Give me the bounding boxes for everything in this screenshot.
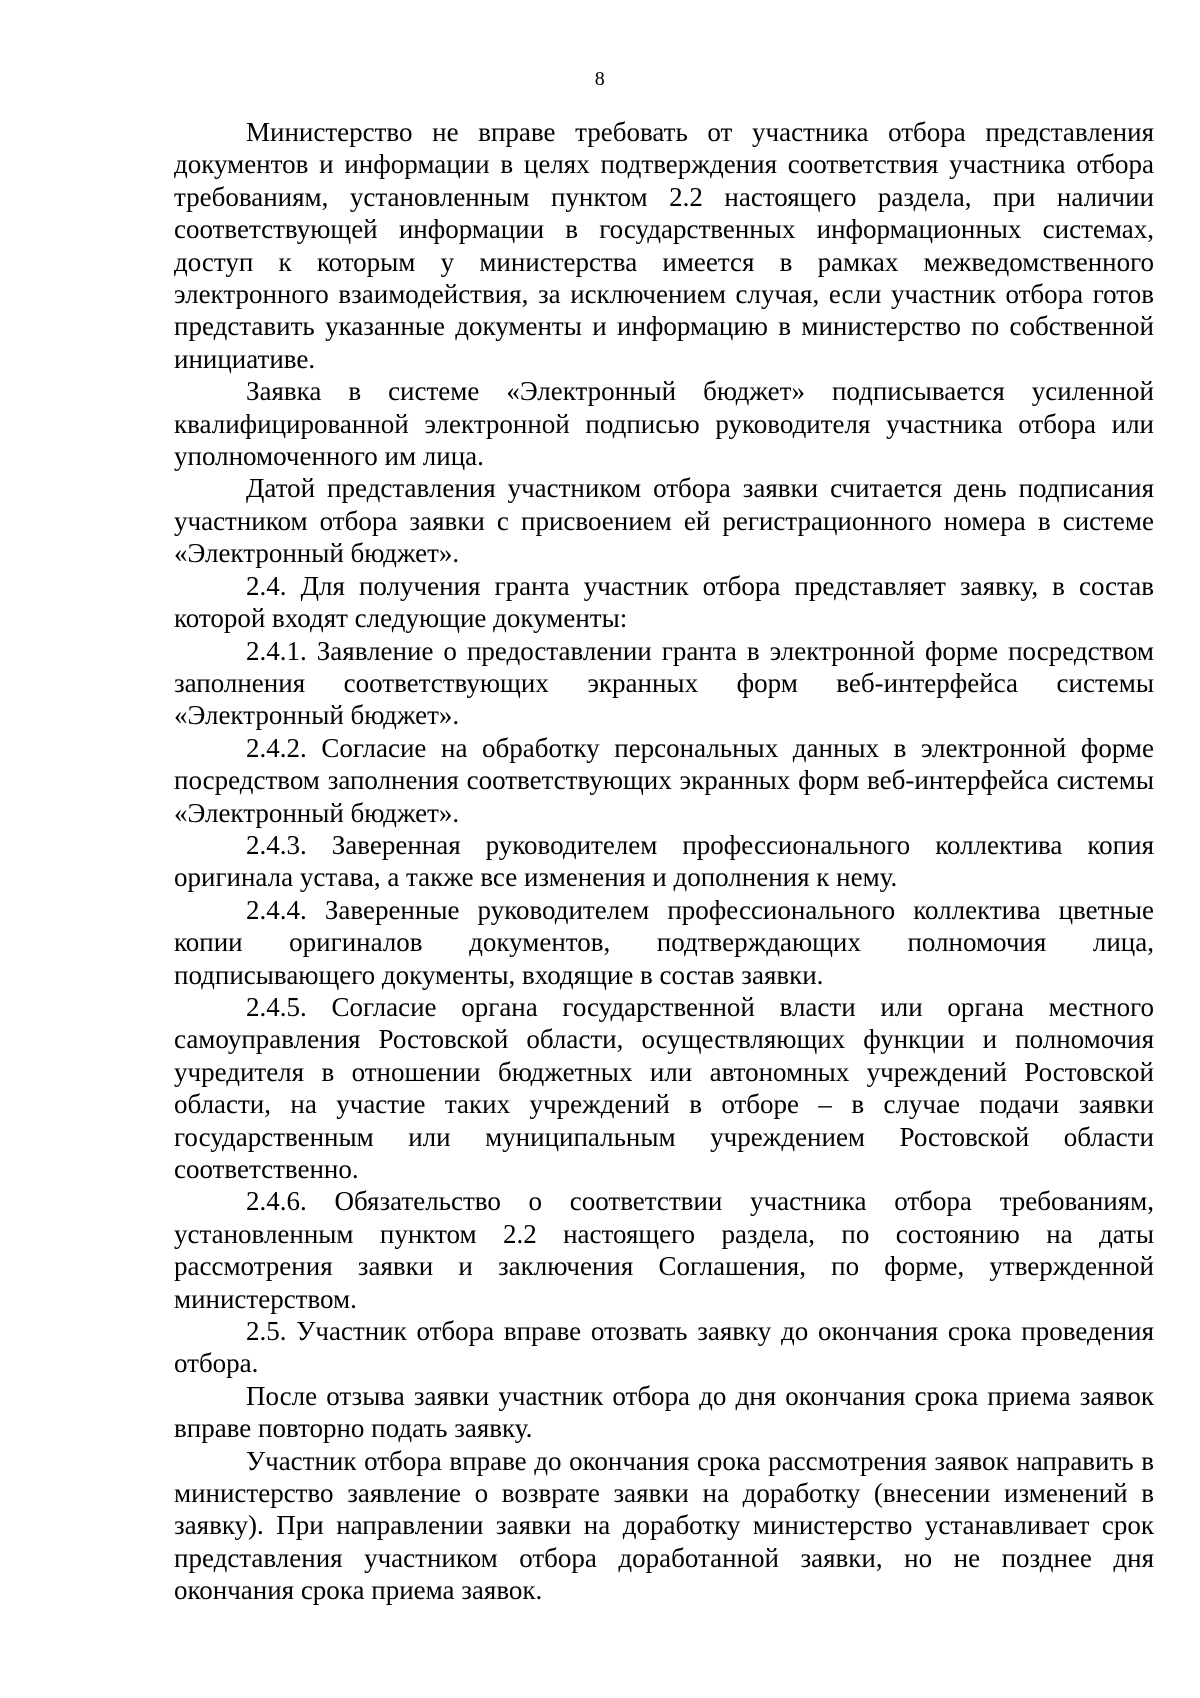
paragraph-2-4-4: 2.4.4. Заверенные руководителем профессионального коллектива цветные копии оригиналов документов, подтверждающих полномочия лица, подписывающего документы, входящие в состав заявки. (174, 894, 1154, 990)
paragraph-application-signature: Заявка в системе «Электронный бюджет» подписывается усиленной квалифицированной электронной подписью руководителя участника отбора или уполномоченного им лица. (174, 376, 1154, 472)
paragraph-2-4-1: 2.4.1. Заявление о предоставлении гранта в электронной форме посредством заполнения соответствующих экранных форм веб-интерфейса системы «Электронный бюджет». (174, 635, 1154, 731)
paragraph-2-4-5: 2.4.5. Согласие органа государственной власти или органа местного самоуправления Ростовской области, осуществляющих функции и полномочия учредителя в отношении бюджетных или автономных учреждений Ростовской области, на участие таких учреждений в отборе – в случае подачи заявки государственным или муниципальным учреждением Ростовской области соответственно. (174, 991, 1154, 1184)
paragraph-2-4-2: 2.4.2. Согласие на обработку персональных данных в электронной форме посредством заполнения соответствующих экранных форм веб-интерфейса системы «Электронный бюджет». (174, 732, 1154, 828)
paragraph-ministry-no-request: Министерство не вправе требовать от участника отбора представления документов и информации в целях подтверждения соответствия участника отбора требованиям, установленным пунктом 2.2 настоящего раздела, при наличии соответствующей информации в государственных информационных системах, доступ к которым у министерства имеется в рамках межведомственного электронного взаимодействия, за исключением случая, если участник отбора готов представить указанные документы и информацию в министерство по собственной инициативе. (174, 117, 1154, 374)
paragraph-2-4-3: 2.4.3. Заверенная руководителем профессионального коллектива копия оригинала устава, а также все изменения и дополнения к нему. (174, 829, 1154, 893)
paragraph-2-4-6: 2.4.6. Обязательство о соответствии участника отбора требованиям, установленным пунктом 2.2 настоящего раздела, по состоянию на даты рассмотрения заявки и заключения Соглашения, по форме, утвержденной министерством. (174, 1186, 1154, 1314)
paragraph-submission-date: Датой представления участником отбора заявки считается день подписания участником отбора заявки с присвоением ей регистрационного номера в системе «Электронный бюджет». (174, 473, 1154, 569)
page-number: 8 (594, 68, 606, 90)
paragraph-return-for-revision: Участник отбора вправе до окончания срока рассмотрения заявок направить в министерство заявление о возврате заявки на доработку (внесении изменений в заявку). При направлении заявки на доработку министерство устанавливает срок представления участником отбора доработанной заявки, но не позднее дня окончания срока приема заявок. (174, 1445, 1154, 1606)
paragraph-2-5: 2.5. Участник отбора вправе отозвать заявку до окончания срока проведения отбора. (174, 1316, 1154, 1379)
paragraph-2-4: 2.4. Для получения гранта участник отбора представляет заявку, в состав которой входят следующие документы: (174, 570, 1154, 634)
document-body (174, 116, 1154, 1607)
paragraph-resubmission: После отзыва заявки участник отбора до дня окончания срока приема заявок вправе повторно подать заявку. (174, 1380, 1154, 1444)
